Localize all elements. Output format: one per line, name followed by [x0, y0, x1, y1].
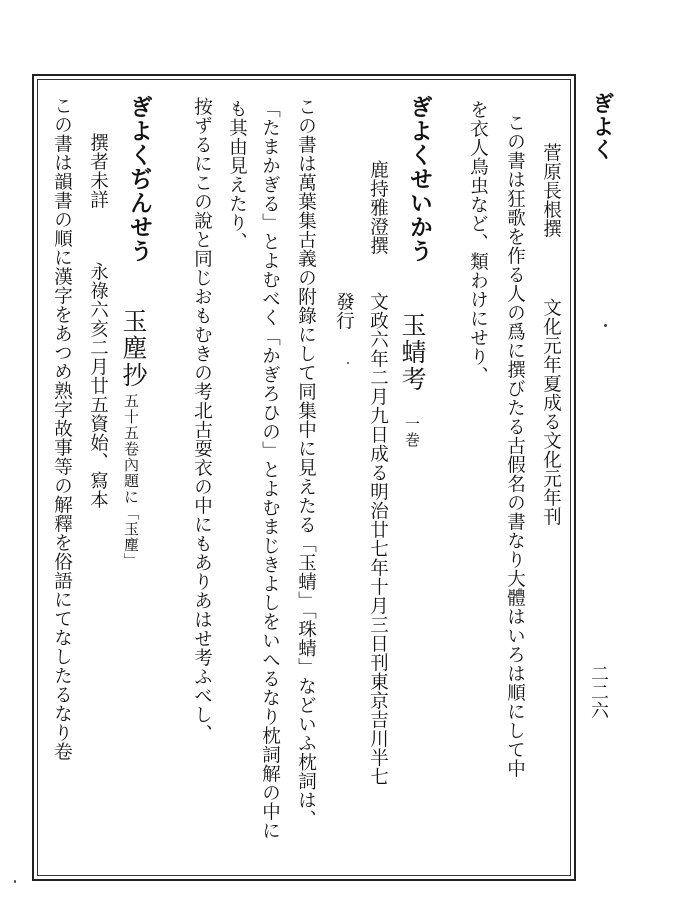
entry2-title: 玉蜻考: [398, 312, 427, 393]
entry2-volumes: 一巻: [403, 416, 421, 448]
scan-speck: [604, 324, 607, 327]
entry3-author: 撰者未詳: [87, 133, 109, 209]
entry1-description-line1: この書は狂歌を作る人の爲に撰びたる古假名の書なり大體はいろは順にして中: [504, 113, 526, 778]
entry3-volumes: 五十五卷內題に「玉塵」: [122, 393, 140, 569]
entry3-description-line1: この書は韻書の順に漢字をあつめ熟字故事等の解釋を俗語にてなしたるなり卷: [51, 96, 73, 761]
entry3-title: 玉塵抄: [119, 308, 148, 389]
entry2-description-line3: も其由見えたり、: [226, 99, 248, 251]
entry3-heading: ぎよくぢんせう: [126, 95, 152, 263]
running-head: ぎよく: [589, 92, 614, 161]
entry1-description-line2: を衣人鳥虫など、類わけにせり、: [467, 100, 489, 385]
entry3-date: 永祿六亥二月廿五資始、寫本: [87, 262, 109, 509]
entry2-date-line1: 文政六年二月九日成る明治廿七年十月三日刊東京吉川半七: [367, 292, 389, 786]
scan-speck: [14, 880, 16, 883]
entry2-description-line2: 「たまかぎる」とよむべく「かぎろひの」とよむまじきよしをいへるなり枕詞解の中に: [259, 99, 281, 840]
scan-speck: [347, 362, 349, 364]
entry2-author: 鹿持雅澄撰: [367, 160, 389, 255]
entry2-date-line2: 發行: [333, 292, 355, 330]
entry2-description-line1: この書は萬葉集古義の附錄にして同集中に見えたる「玉蜻」「珠蜻」などいふ枕詞は、: [295, 97, 317, 829]
page-number: 二二六: [588, 664, 609, 720]
entry1-date: 文化元年夏成る文化元年刊: [540, 298, 562, 526]
entry1-author: 菅原長根撰: [540, 143, 562, 238]
entry2-heading: ぎよくせいかう: [406, 95, 432, 263]
entry2-description-line4: 按ずるにこの說と同じおもむきの考北古耍衣の中にもありあはせ考ふべし、: [191, 97, 213, 743]
